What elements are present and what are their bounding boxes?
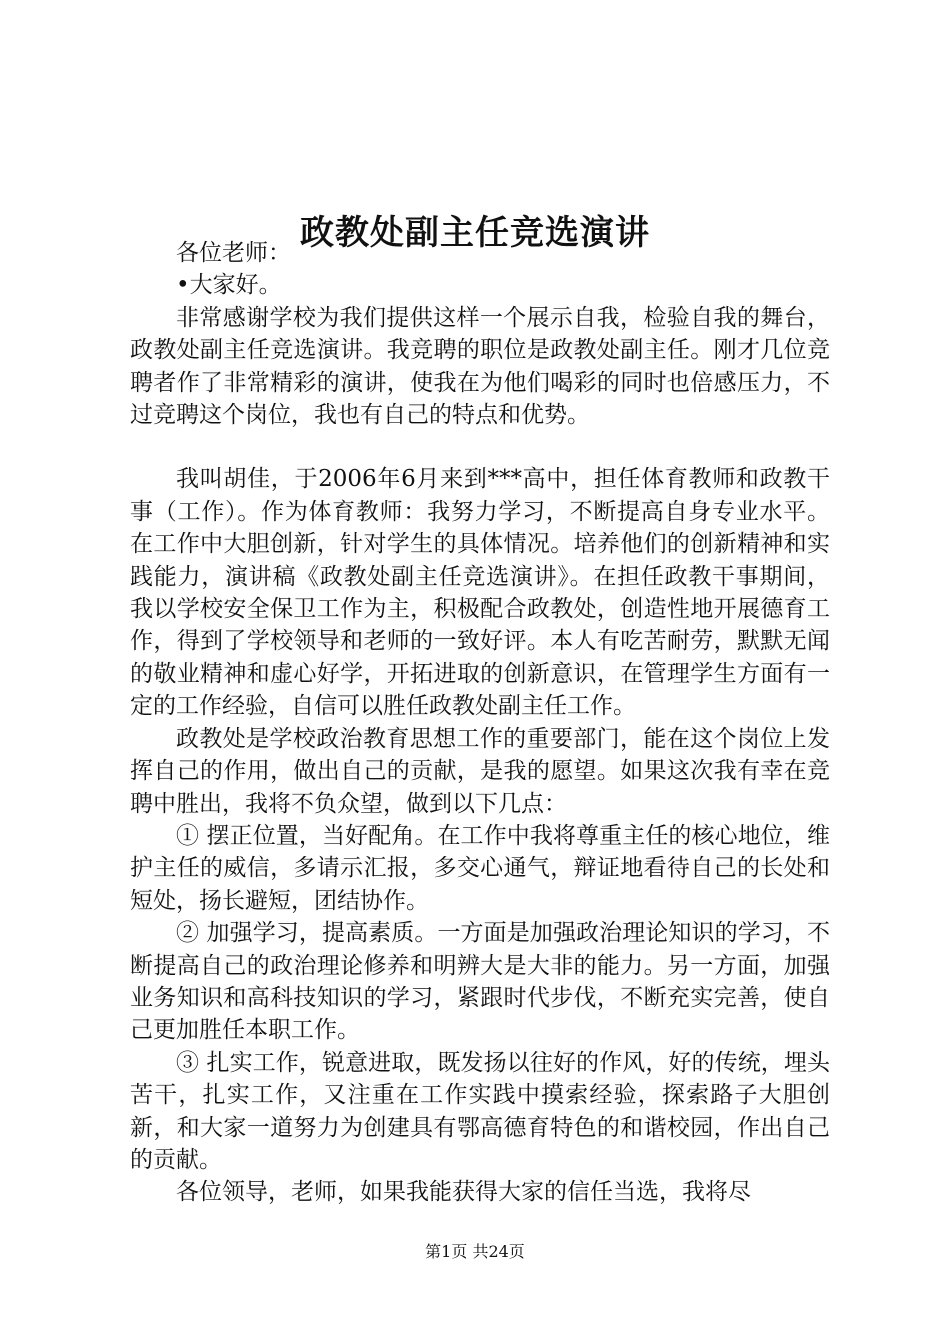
paragraph-point-1: ① 摆正位置，当好配角。在工作中我将尊重主任的核心地位，维护主任的威信，多请示汇报，多交心通气，辩证地看待自己的长处和短处，扬长避短，团结协作。 — [130, 822, 830, 914]
document-title: 政教处副主任竞选演讲 — [300, 212, 650, 253]
paragraph-closing: 各位领导，老师，如果我能获得大家的信任当选，我将尽 — [176, 1179, 751, 1206]
document-body — [130, 237, 830, 1209]
paragraph-role-description: 政教处是学校政治教育思想工作的重要部门，能在这个岗位上发挥自己的作用，做出自己的贡献，是我的愿望。如果这次我有幸在竞聘中胜出，我将不负众望，做到以下几点： — [130, 725, 830, 817]
paragraph-point-2: ② 加强学习，提高素质。一方面是加强政治理论知识的学习，不断提高自己的政治理论修养和明辨大是大非的能力。另一方面，加强业务知识和高科技知识的学习，紧跟时代步伐，不断充实完善，使自己更加胜任本职工作。 — [130, 920, 830, 1044]
paragraph-self-introduction: 我叫胡佳，于2006年6月来到***高中，担任体育教师和政教干事（工作）。作为体育教师：我努力学习，不断提高自身专业水平。在工作中大胆创新，针对学生的具体情况。培养他们的创新精神和实践能力，演讲稿《政教处副主任竞选演讲》。在担任政教干事期间，我以学校安全保卫工作为主，积极配合政教处，创造性地开展德育工作，得到了学校领导和老师的一致好评。本人有吃苦耐劳，默默无闻的敬业精神和虚心好学，开拓进取的创新意识，在管理学生方面有一定的工作经验，自信可以胜任政教处副主任工作。 — [130, 466, 830, 720]
paragraph-greeting: 各位老师： — [176, 240, 291, 266]
paragraph-point-3: ③ 扎实工作，锐意进取，既发扬以往好的作风，好的传统，埋头苦干，扎实工作，又注重在工作实践中摸索经验，探索路子大胆创新，和大家一道努力为创建具有鄂高德育特色的和谐校园，作出自己的贡献。 — [130, 1049, 830, 1173]
page-footer: 第1页 共24页 — [425, 1242, 525, 1261]
paragraph-hello: •大家好。 — [176, 272, 282, 299]
paragraph-intro: 非常感谢学校为我们提供这样一个展示自我，检验自我的舞台，政教处副主任竞选演讲。我竞聘的职位是政教处副主任。刚才几位竞聘者作了非常精彩的演讲，使我在为他们喝彩的同时也倍感压力，不过竞聘这个岗位，我也有自己的特点和优势。 — [130, 304, 830, 429]
